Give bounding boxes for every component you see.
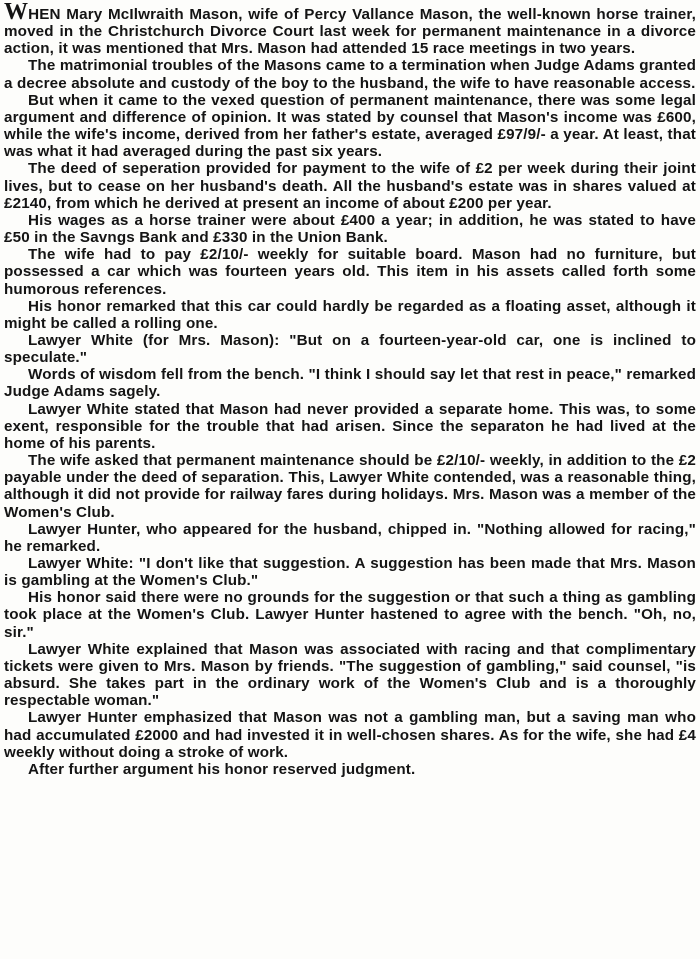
drop-cap: W bbox=[4, 0, 29, 25]
paragraph-9: Words of wisdom fell from the bench. "I think I should say let that rest in peace," remarked Judge Adams sagely. bbox=[4, 366, 696, 401]
paragraph-17: After further argument his honor reserved judgment. bbox=[28, 760, 416, 778]
paragraph-16: Lawyer Hunter emphasized that Mason was not a gambling man, but a saving man who had accumulated £2000 and had invested it in well-chosen shares. As for the wife, she had £4 weekly without doing a stroke of work. bbox=[4, 709, 696, 761]
paragraph-2: The matrimonial troubles of the Masons came to a termination when Judge Adams granted a decree absolute and custody of the boy to the husband, the wife to have reasonable access. bbox=[4, 57, 696, 92]
paragraph-7: His honor remarked that this car could hardly be regarded as a floating asset, although it might be called a rolling one. bbox=[4, 297, 696, 332]
paragraph-10: Lawyer White stated that Mason had never provided a separate home. This was, to some exent, responsible for the trouble that had arisen. Since the separaton he had lived at the home of his parents. bbox=[4, 400, 696, 452]
paragraph-3: But when it came to the vexed question of permanent maintenance, there was some legal argument and difference of opinion. It was stated by counsel that Mason's income was £600, while the wife's income, derived from her father's estate, averaged £97/9/- a year. At least, that was what it had averaged during the past six years. bbox=[4, 91, 696, 161]
paragraph-4: The deed of seperation provided for payment to the wife of £2 per week during their joint lives, but to cease on her husband's death. All the husband's estate was in shares valued at £2140, from which he derived at present an income of about £200 per year. bbox=[4, 160, 696, 212]
paragraph-12: Lawyer Hunter, who appeared for the husband, chipped in. "Nothing allowed for racing," he remarked. bbox=[4, 520, 696, 555]
paragraph-15: Lawyer White explained that Mason was associated with racing and that complimentary tickets were given to Mrs. Mason by friends. "The suggestion of gambling," said counsel, "is absurd. She takes part in the ordinary work of the Women's Club and is a thoroughly respectable woman." bbox=[4, 640, 696, 710]
paragraph-11: The wife asked that permanent maintenance should be £2/10/- weekly, in addition to the £2 payable under the deed of separation. This, Lawyer White contended, was a reasonable thing, although it did not provide for railway fares during holidays. Mrs. Mason was a member of the Women's Club. bbox=[4, 452, 696, 521]
paragraph-14: His honor said there were no grounds for the suggestion or that such a thing as gambling took place at the Women's Club. Lawyer Hunter hastened to agree with the bench. "Oh, no, sir." bbox=[4, 589, 696, 641]
paragraph-6: The wife had to pay £2/10/- weekly for suitable board. Mason had no furniture, but possessed a car which was fourteen years old. This item in his assets called forth some humorous references. bbox=[4, 246, 696, 298]
paragraph-1-text: HEN Mary McIlwraith Mason, wife of Percy Vallance Mason, the well-known horse trainer, moved in the Christchurch Divorce Court last week for permanent maintenance in a divorce action, it was mentioned that Mrs. Mason had attended 15 race meetings in two years. bbox=[4, 6, 696, 58]
paragraph-13: Lawyer White: "I don't like that suggestion. A suggestion has been made that Mrs. Mason is gambling at the Women's Club." bbox=[4, 555, 696, 590]
article-body bbox=[4, 0, 696, 778]
paragraph-5: His wages as a horse trainer were about £400 a year; in addition, he was stated to have £50 in the Savngs Bank and £330 in the Union Bank. bbox=[4, 211, 696, 247]
paragraph-1 bbox=[4, 0, 696, 58]
paragraph-8: Lawyer White (for Mrs. Mason): "But on a fourteen-year-old car, one is inclined to speculate." bbox=[4, 331, 696, 367]
